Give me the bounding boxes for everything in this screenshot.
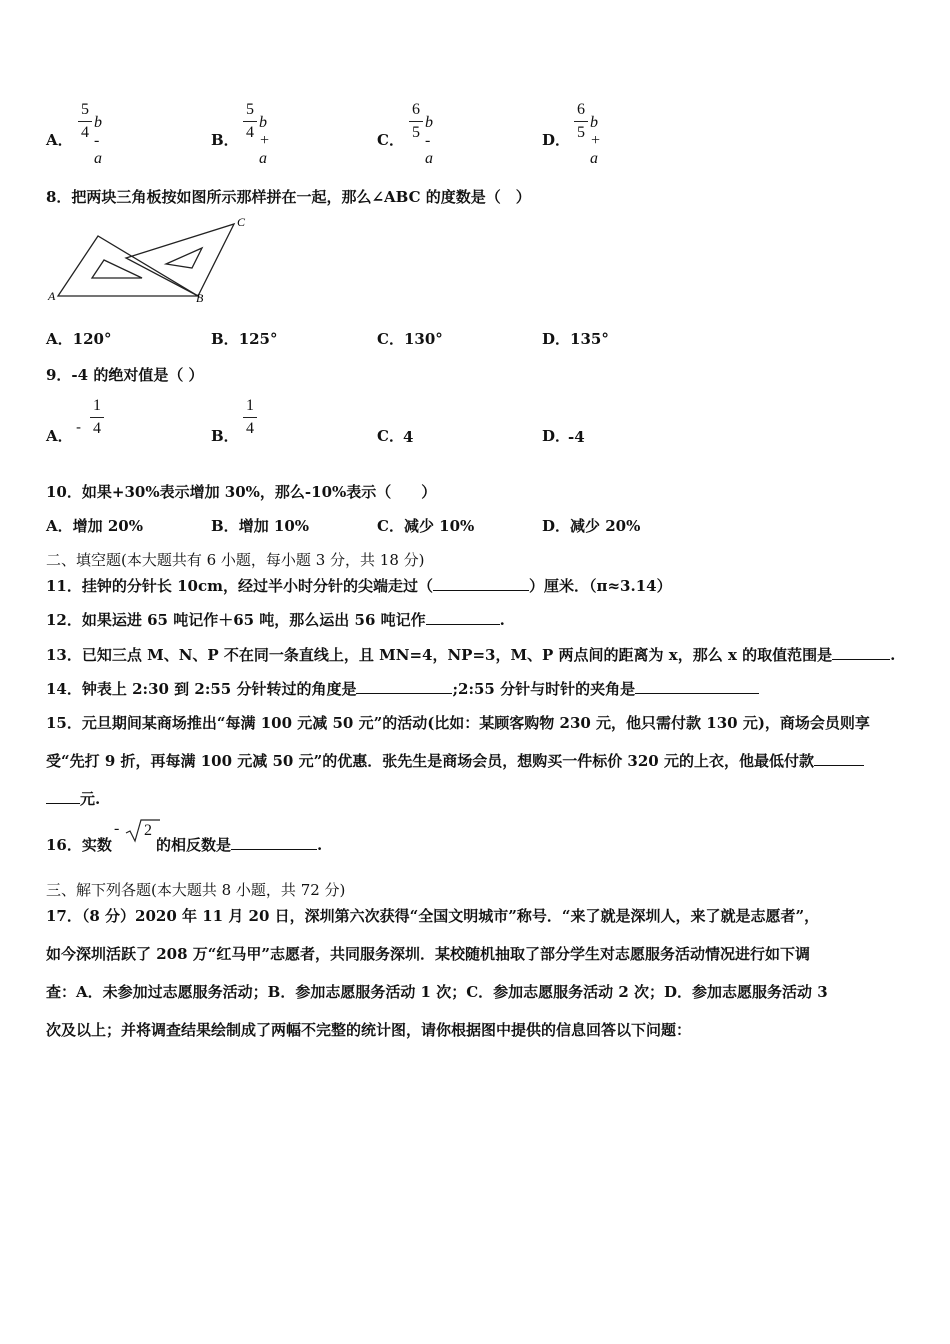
fraction: 5 4 xyxy=(243,100,257,143)
q15-line1: 15．元旦期间某商场推出“每满 100 元减 50 元”的活动(比如：某顾客购物 230 元，他只需付款 130 元)，商场会员则享 xyxy=(46,714,870,732)
fraction: 1 4 xyxy=(90,396,104,439)
minus-sign: - xyxy=(76,418,82,436)
q9-options xyxy=(46,396,906,452)
section3-heading: 三、解下列各题(本大题共 8 小题，共 72 分) xyxy=(46,881,346,899)
option-letter: A． xyxy=(46,131,73,149)
fraction-tail: b - a xyxy=(425,114,433,167)
q10-option-a: A．增加 20% xyxy=(46,517,143,535)
fraction-tail: b - a xyxy=(94,114,102,167)
q14-question: 14．钟表上 2:30 到 2:55 分针转过的角度是 ;2:55 分针与时针的夹角是 xyxy=(46,678,759,699)
fraction-tail: b + a xyxy=(590,114,601,167)
q17-line1: 17．（8 分）2020 年 11 月 20 日，深圳第六次获得“全国文明城市”称号．“来了就是深圳人，来了就是志愿者”， xyxy=(46,907,820,925)
q17-line3: 查：A．未参加过志愿服务活动；B．参加志愿服务活动 1 次；C．参加志愿服务活动 2 次；D．参加志愿服务活动 3 xyxy=(46,983,828,1001)
q8-option-c: C．130° xyxy=(377,330,443,348)
q7-options xyxy=(46,100,906,167)
fraction: 6 5 xyxy=(574,100,588,143)
fraction-tail: b + a xyxy=(259,114,270,167)
answer-blank[interactable] xyxy=(832,645,890,660)
answer-blank[interactable] xyxy=(814,751,864,766)
option-letter: C． xyxy=(377,131,404,149)
q8-option-b: B．125° xyxy=(211,330,278,348)
option-value: -4 xyxy=(568,428,585,446)
q10-option-c: C．减少 10% xyxy=(377,517,475,535)
answer-blank[interactable] xyxy=(426,610,500,625)
q8-options xyxy=(46,314,906,348)
q11-question: 11．挂钟的分针长 10cm，经过半小时分针的尖端走过（ ）厘米．（π≈3.14） xyxy=(46,577,672,595)
option-letter: B． xyxy=(211,427,239,445)
option-value: 4 xyxy=(403,428,414,446)
right-triangle-inner xyxy=(166,248,202,268)
option-letter: D． xyxy=(542,131,571,149)
q8-option-a: A．120° xyxy=(46,330,112,348)
label-a: A xyxy=(48,289,56,303)
section2-heading: 二、填空题(本大题共有 6 小题，每小题 3 分，共 18 分) xyxy=(46,551,425,569)
fraction: 1 4 xyxy=(243,396,257,439)
sqrt-radicand: 2 xyxy=(144,822,152,839)
q17-line2: 如今深圳活跃了 208 万“红马甲”志愿者，共同服务深圳．某校随机抽取了部分学生对志愿服务活动情况进行如下调 xyxy=(46,945,811,963)
label-b: B xyxy=(196,291,204,305)
option-letter: B． xyxy=(211,131,239,149)
q9-question: 9．-4 的绝对值是（ ） xyxy=(46,366,204,384)
q10-question: 10．如果+30%表示增加 30%，那么-10%表示（ ） xyxy=(46,483,437,501)
answer-blank[interactable] xyxy=(356,679,452,694)
q16-question: 16．实数 xyxy=(46,836,112,854)
answer-blank[interactable] xyxy=(231,835,317,850)
answer-blank[interactable] xyxy=(635,679,759,694)
q8-question: 8．把两块三角板按如图所示那样拼在一起，那么∠ABC 的度数是（ ） xyxy=(46,188,531,206)
label-c: C xyxy=(237,215,246,229)
option-letter: D． xyxy=(542,427,571,445)
q16-question-rest: 的相反数是 . xyxy=(156,836,323,854)
q10-option-b: B．增加 10% xyxy=(211,517,310,535)
fraction: 5 4 xyxy=(78,100,92,143)
option-letter: A． xyxy=(46,427,73,445)
answer-blank[interactable] xyxy=(433,576,529,591)
option-letter: C． xyxy=(377,427,404,445)
q10-option-d: D．减少 20% xyxy=(542,517,641,535)
q12-question: 12．如果运进 65 吨记作＋65 吨，那么运出 56 吨记作 . xyxy=(46,611,505,629)
q15-line2: 受“先打 9 折，再每满 100 元减 50 元”的优惠．张先生是商场会员，想购买一件标价 320 元的上衣，他最低付款 xyxy=(46,750,864,771)
q15-line3: 元. xyxy=(46,788,100,809)
q17-line4: 次及以上；并将调查结果绘制成了两幅不完整的统计图，请你根据图中提供的信息回答以下问题： xyxy=(46,1021,692,1039)
q13-question: 13．已知三点 M、N、P 不在同一条直线上，且 MN=4，NP=3，M、P 两点间的距离为 x，那么 x 的取值范围是 . xyxy=(46,646,896,664)
triangle-rulers-figure xyxy=(46,212,256,308)
answer-blank[interactable] xyxy=(46,789,80,804)
fraction: 6 5 xyxy=(409,100,423,143)
q8-option-d: D．135° xyxy=(542,330,609,348)
